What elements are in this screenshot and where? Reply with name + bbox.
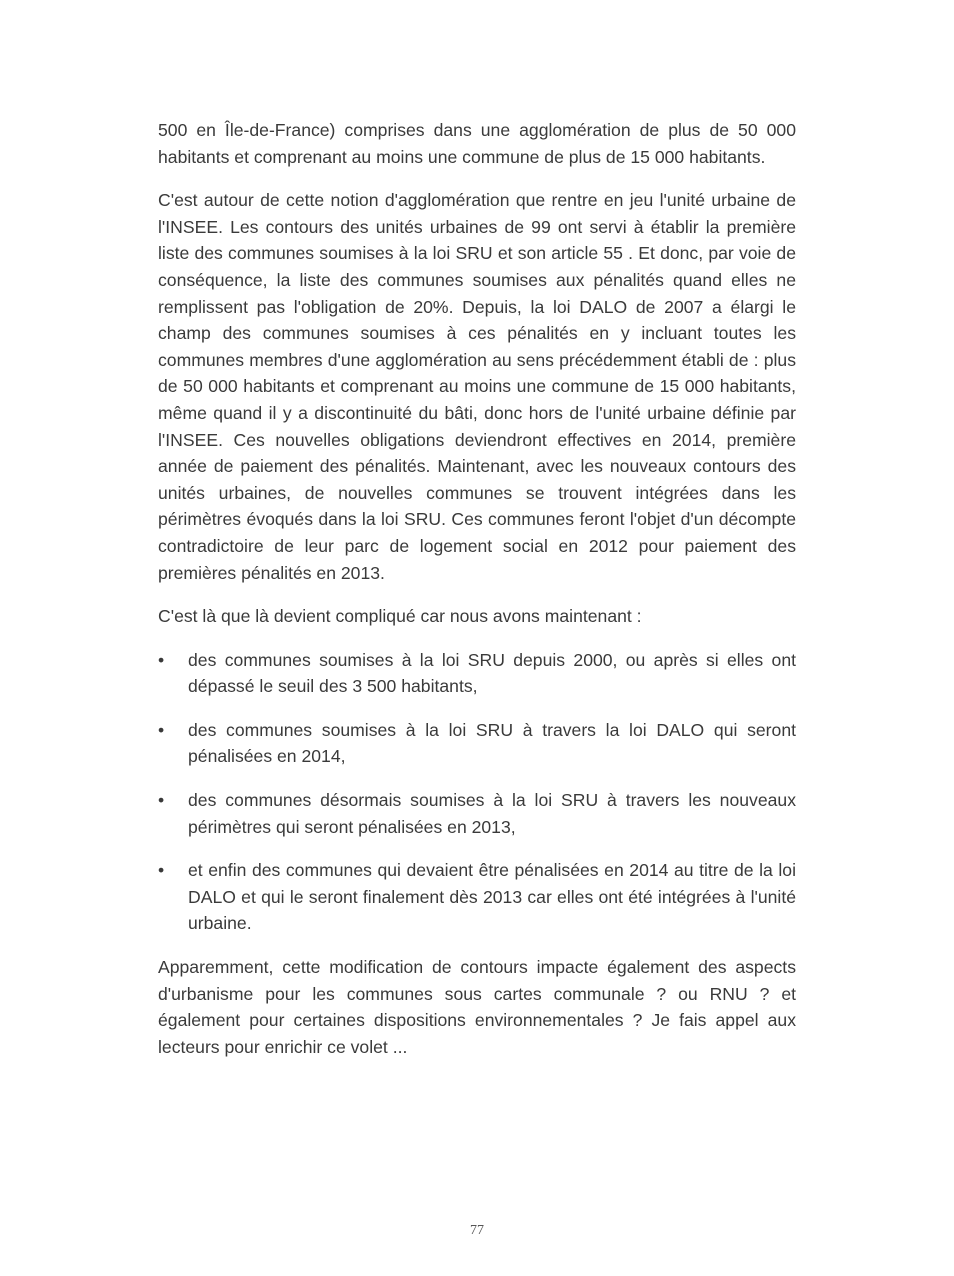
list-item-text: des communes soumises à la loi SRU depuis 2000, ou après si elles ont dépassé le seuil des 3 500 habitants, bbox=[188, 649, 796, 697]
bullet-icon: • bbox=[158, 649, 165, 670]
page-number: 77 bbox=[470, 1223, 484, 1238]
bullet-icon: • bbox=[158, 860, 165, 881]
bullet-icon: • bbox=[158, 790, 165, 811]
list-item bbox=[158, 857, 796, 937]
list-item-text: des communes soumises à la loi SRU à travers la loi DALO qui seront pénalisées en 2014, bbox=[188, 719, 796, 767]
paragraph-continuation: 500 en Île-de-France) comprises dans une agglomération de plus de 50 000 habitants et comprenant au moins une commune de plus de 15 000 habitants. bbox=[158, 120, 796, 167]
bullet-icon: • bbox=[158, 719, 165, 740]
paragraph-intro-list: C'est là que là devient compliqué car nous avons maintenant : bbox=[158, 606, 642, 627]
list-item-text: et enfin des communes qui devaient être pénalisées en 2014 au titre de la loi DALO et qui le seront finalement dès 2013 car elles ont été intégrées à l'unité urbaine. bbox=[188, 860, 796, 934]
list-item bbox=[158, 647, 796, 700]
bullet-list bbox=[158, 647, 796, 937]
list-item bbox=[158, 717, 796, 770]
paragraph-agglomeration: C'est autour de cette notion d'agglomération que rentre en jeu l'unité urbaine de l'INSEE. Les contours des unités urbaines de 99 ont servi à établir la première liste des communes soumises à la loi SRU et son article 55 . Et donc, par voie de conséquence, la liste des communes soumises aux pénalités quand elles ne remplissent pas l'obligation de 20%. Depuis, la loi DALO de 2007 a élargi le champ des communes soumises à ces pénalités en y incluant toutes les communes membres d'une agglomération au sens précédemment établi de : plus de 50 000 habitants et comprenant au moins une commune de 15 000 habitants, même quand il y a discontinuité du bâti, donc hors de l'unité urbaine définie par l'INSEE. Ces nouvelles obligations deviendront effectives en 2014, première année de paiement des pénalités. Maintenant, avec les nouveaux contours des unités urbaines, de nouvelles communes se trouvent intégrées dans les périmètres évoqués dans la loi SRU. Ces communes feront l'objet d'un décompte contradictoire de leur parc de logement social en 2012 pour paiement des premières pénalités en 2013. bbox=[158, 190, 796, 583]
list-item-text: des communes désormais soumises à la loi SRU à travers les nouveaux périmètres qui seront pénalisées en 2013, bbox=[188, 790, 796, 837]
paragraph-conclusion: Apparemment, cette modification de contours impacte également des aspects d'urbanisme pour les communes sous cartes communale ? ou RNU ? et également pour certaines dispositions environnementales ? Je fais appel aux lecteurs pour enrichir ce volet ... bbox=[158, 957, 796, 1057]
list-item bbox=[158, 787, 796, 840]
document-body bbox=[158, 117, 796, 1077]
